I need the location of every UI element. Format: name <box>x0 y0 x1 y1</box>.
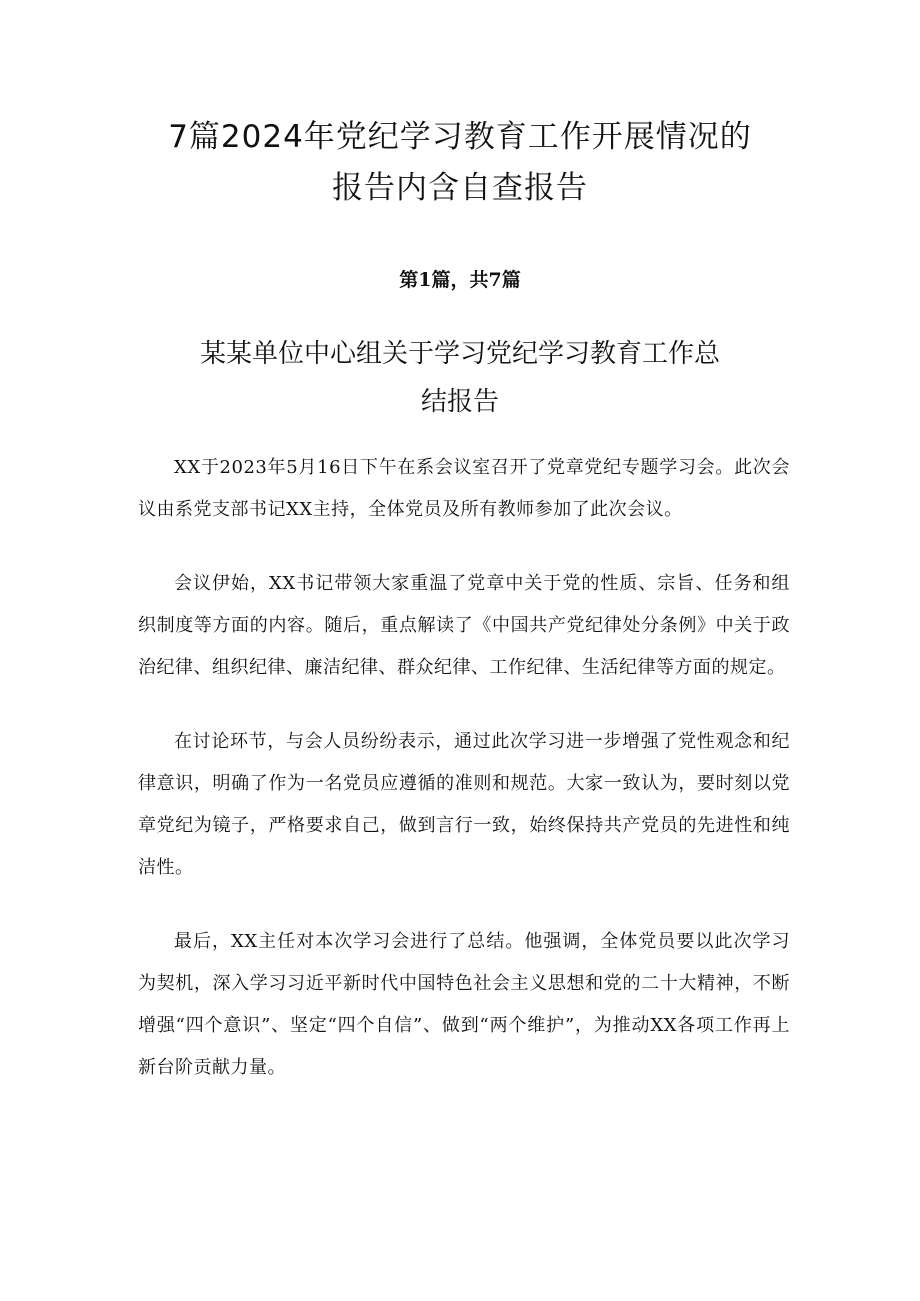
paragraph-3: 在讨论环节，与会人员纷纷表示，通过此次学习进一步增强了党性观念和纪律意识，明确了作为一名党员应遵循的准则和规范。大家一致认为，要时刻以党章党纪为镜子，严格要求自己，做到言行一致，始终保持共产党员的先进性和纯洁性。 <box>138 731 790 878</box>
paragraph-2: 会议伊始，XX书记带领大家重温了党章中关于党的性质、宗旨、任务和组织制度等方面的内容。随后，重点解读了《中国共产党纪律处分条例》中关于政治纪律、组织纪律、廉洁纪律、群众纪律、工作纪律、生活纪律等方面的规定。 <box>138 573 790 678</box>
article-title <box>150 330 770 426</box>
body-text <box>138 447 790 1089</box>
article-title-line-2: 结报告 <box>420 387 499 417</box>
document-title-line-1: 7篇2024年党纪学习教育工作开展情况的 <box>168 119 752 155</box>
paragraph-1: XX于2023年5月16日下午在系会议室召开了党章党纪专题学习会。此次会议由系党支部书记XX主持，全体党员及所有教师参加了此次会议。 <box>138 457 790 520</box>
part-indicator: 第1篇，共7篇 <box>399 269 521 291</box>
document-title-line-2: 报告内含自查报告 <box>332 170 588 206</box>
paragraph-4: 最后，XX主任对本次学习会进行了总结。他强调，全体党员要以此次学习为契机，深入学习习近平新时代中国特色社会主义思想和党的二十大精神，不断增强“四个意识”、坚定“四个自信”、做到“两个维护”，为推动XX各项工作再上新台阶贡献力量。 <box>138 931 790 1078</box>
article-title-line-1: 某某单位中心组关于学习党纪学习教育工作总 <box>199 339 720 369</box>
document-title <box>110 112 810 214</box>
